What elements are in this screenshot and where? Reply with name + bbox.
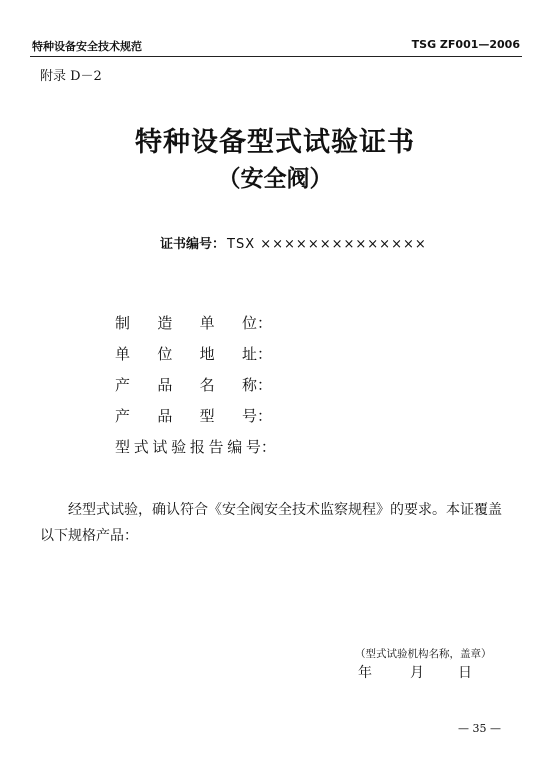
field-char: 名 [199, 376, 215, 394]
certificate-number [160, 233, 427, 252]
field-char: 试 [152, 438, 168, 456]
date-day-label: 日 [458, 665, 472, 681]
certificate-number-label: 证书编号： [160, 237, 226, 252]
header-standard-code: TSG ZF001—2006 [411, 38, 520, 51]
field-char: 位： [241, 314, 272, 332]
field-char: 型 [199, 407, 215, 425]
certificate-number-value: TSX ×××××××××××××× [227, 237, 427, 252]
appendix-label: 附录 D－2 [40, 69, 102, 84]
stamp-note: （型式试验机构名称，盖章） [355, 648, 492, 660]
field-product-name [115, 374, 272, 405]
field-char: 报 [189, 438, 205, 456]
field-char: 告 [208, 438, 224, 456]
field-char: 号： [241, 407, 272, 425]
field-char: 品 [157, 407, 173, 425]
field-char: 编 [227, 438, 243, 456]
field-char: 位 [157, 345, 173, 363]
field-char: 产 [115, 407, 131, 425]
field-char: 制 [115, 314, 131, 332]
field-char: 地 [199, 345, 215, 363]
field-char: 号： [245, 438, 276, 456]
field-char: 称： [241, 376, 272, 394]
page-number: — 35 — [458, 722, 501, 735]
field-test-report-number [115, 436, 276, 467]
header-left-title: 特种设备安全技术规范 [32, 40, 142, 53]
date-year-label: 年 [358, 665, 372, 681]
field-char: 单 [199, 314, 215, 332]
date-month-label: 月 [410, 665, 424, 681]
field-char: 产 [115, 376, 131, 394]
field-char: 址： [241, 345, 272, 363]
page-header [30, 34, 522, 57]
field-char: 验 [171, 438, 187, 456]
field-char: 造 [157, 314, 173, 332]
field-manufacturer [115, 312, 272, 343]
certificate-subtitle: （安全阀） [217, 166, 333, 192]
field-char: 单 [115, 345, 131, 363]
field-address [115, 343, 272, 374]
field-char: 式 [133, 438, 149, 456]
certification-statement: 经型式试验，确认符合《安全阀安全技术监察规程》的要求。本证覆盖以下规格产品： [40, 502, 502, 544]
certificate-fields [115, 312, 415, 467]
field-char: 型 [115, 438, 131, 456]
certificate-title: 特种设备型式试验证书 [135, 127, 415, 158]
field-char: 品 [157, 376, 173, 394]
field-product-model [115, 405, 272, 436]
